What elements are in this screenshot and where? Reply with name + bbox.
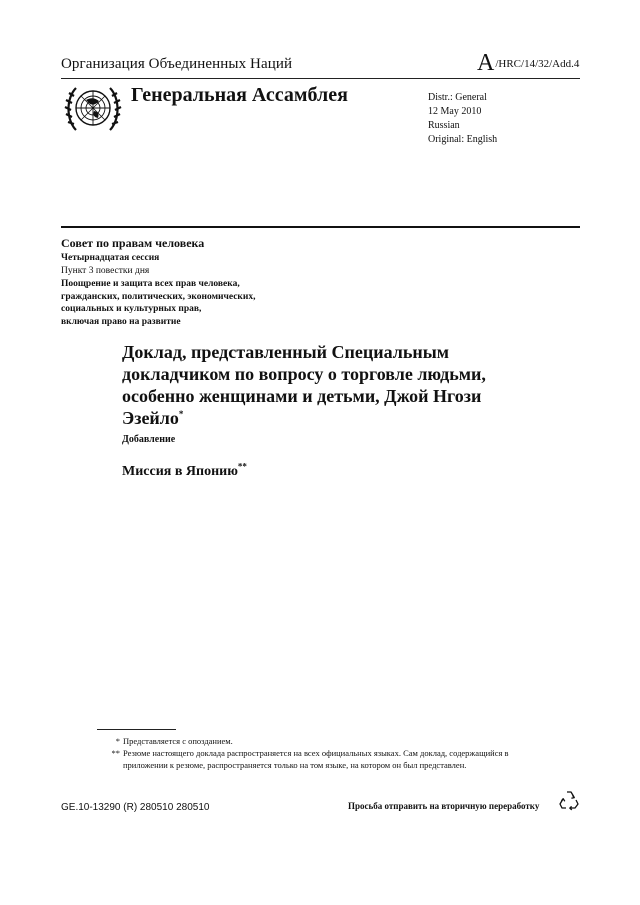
recycle-note: Просьба отправить на вторичную переработку	[348, 801, 540, 811]
footnote-marker: *	[115, 736, 120, 746]
date-line: 12 May 2010	[428, 106, 482, 117]
report-title-text: Доклад, представленный Специальным докладчиком по вопросу о торговле людьми, особенно женщинами и детьми, Джой Нгози Эзейло	[122, 342, 486, 428]
footnote-text: Резюме настоящего доклада распространяется на всех официальных языках. Сам доклад, содержащийся в приложении к резюме, распространяется только на том языке, на котором он был представлен.	[123, 748, 509, 770]
agenda-title	[61, 278, 256, 328]
session-line: Четырнадцатая сессия	[61, 253, 160, 263]
council-name: Совет по правам человека	[61, 236, 205, 250]
un-emblem-icon	[64, 82, 122, 136]
footnote-mark: *	[178, 409, 184, 419]
document-number: GE.10-13290 (R) 280510 280510	[61, 802, 210, 813]
distribution-info	[428, 91, 497, 147]
agenda-line: социальных и культурных прав,	[61, 304, 202, 314]
distr-line: Distr.: General	[428, 92, 487, 103]
org-name: Организация Объединенных Наций	[61, 56, 293, 72]
agenda-line: Поощрение и защита всех прав человека,	[61, 279, 240, 289]
language-line: Russian	[428, 120, 460, 131]
symbol-letter: A	[477, 50, 495, 76]
recycle-icon	[558, 789, 580, 811]
agenda-item-line: Пункт 3 повестки дня	[61, 266, 150, 276]
agenda-line: гражданских, политических, экономических,	[61, 291, 256, 302]
footnote	[96, 735, 519, 747]
footnote-mark: **	[237, 461, 247, 472]
assembly-title: Генеральная Ассамблея	[131, 84, 348, 106]
report-title	[122, 341, 542, 429]
document-symbol	[477, 50, 580, 76]
footnote	[96, 747, 519, 771]
footnote-marker: **	[111, 748, 120, 758]
mission-title	[122, 461, 247, 480]
mission-title-text: Миссия в Японию	[122, 464, 238, 479]
header-rule	[61, 78, 580, 79]
addendum-label: Добавление	[122, 434, 176, 445]
symbol-code: /HRC/14/32/Add.4	[495, 58, 580, 70]
footnote-rule	[97, 729, 176, 730]
footnote-text: Представляется с опозданием.	[123, 736, 233, 746]
header-thick-rule	[61, 226, 580, 228]
original-line: Original: English	[428, 134, 498, 145]
agenda-line: включая право на развитие	[61, 316, 181, 327]
